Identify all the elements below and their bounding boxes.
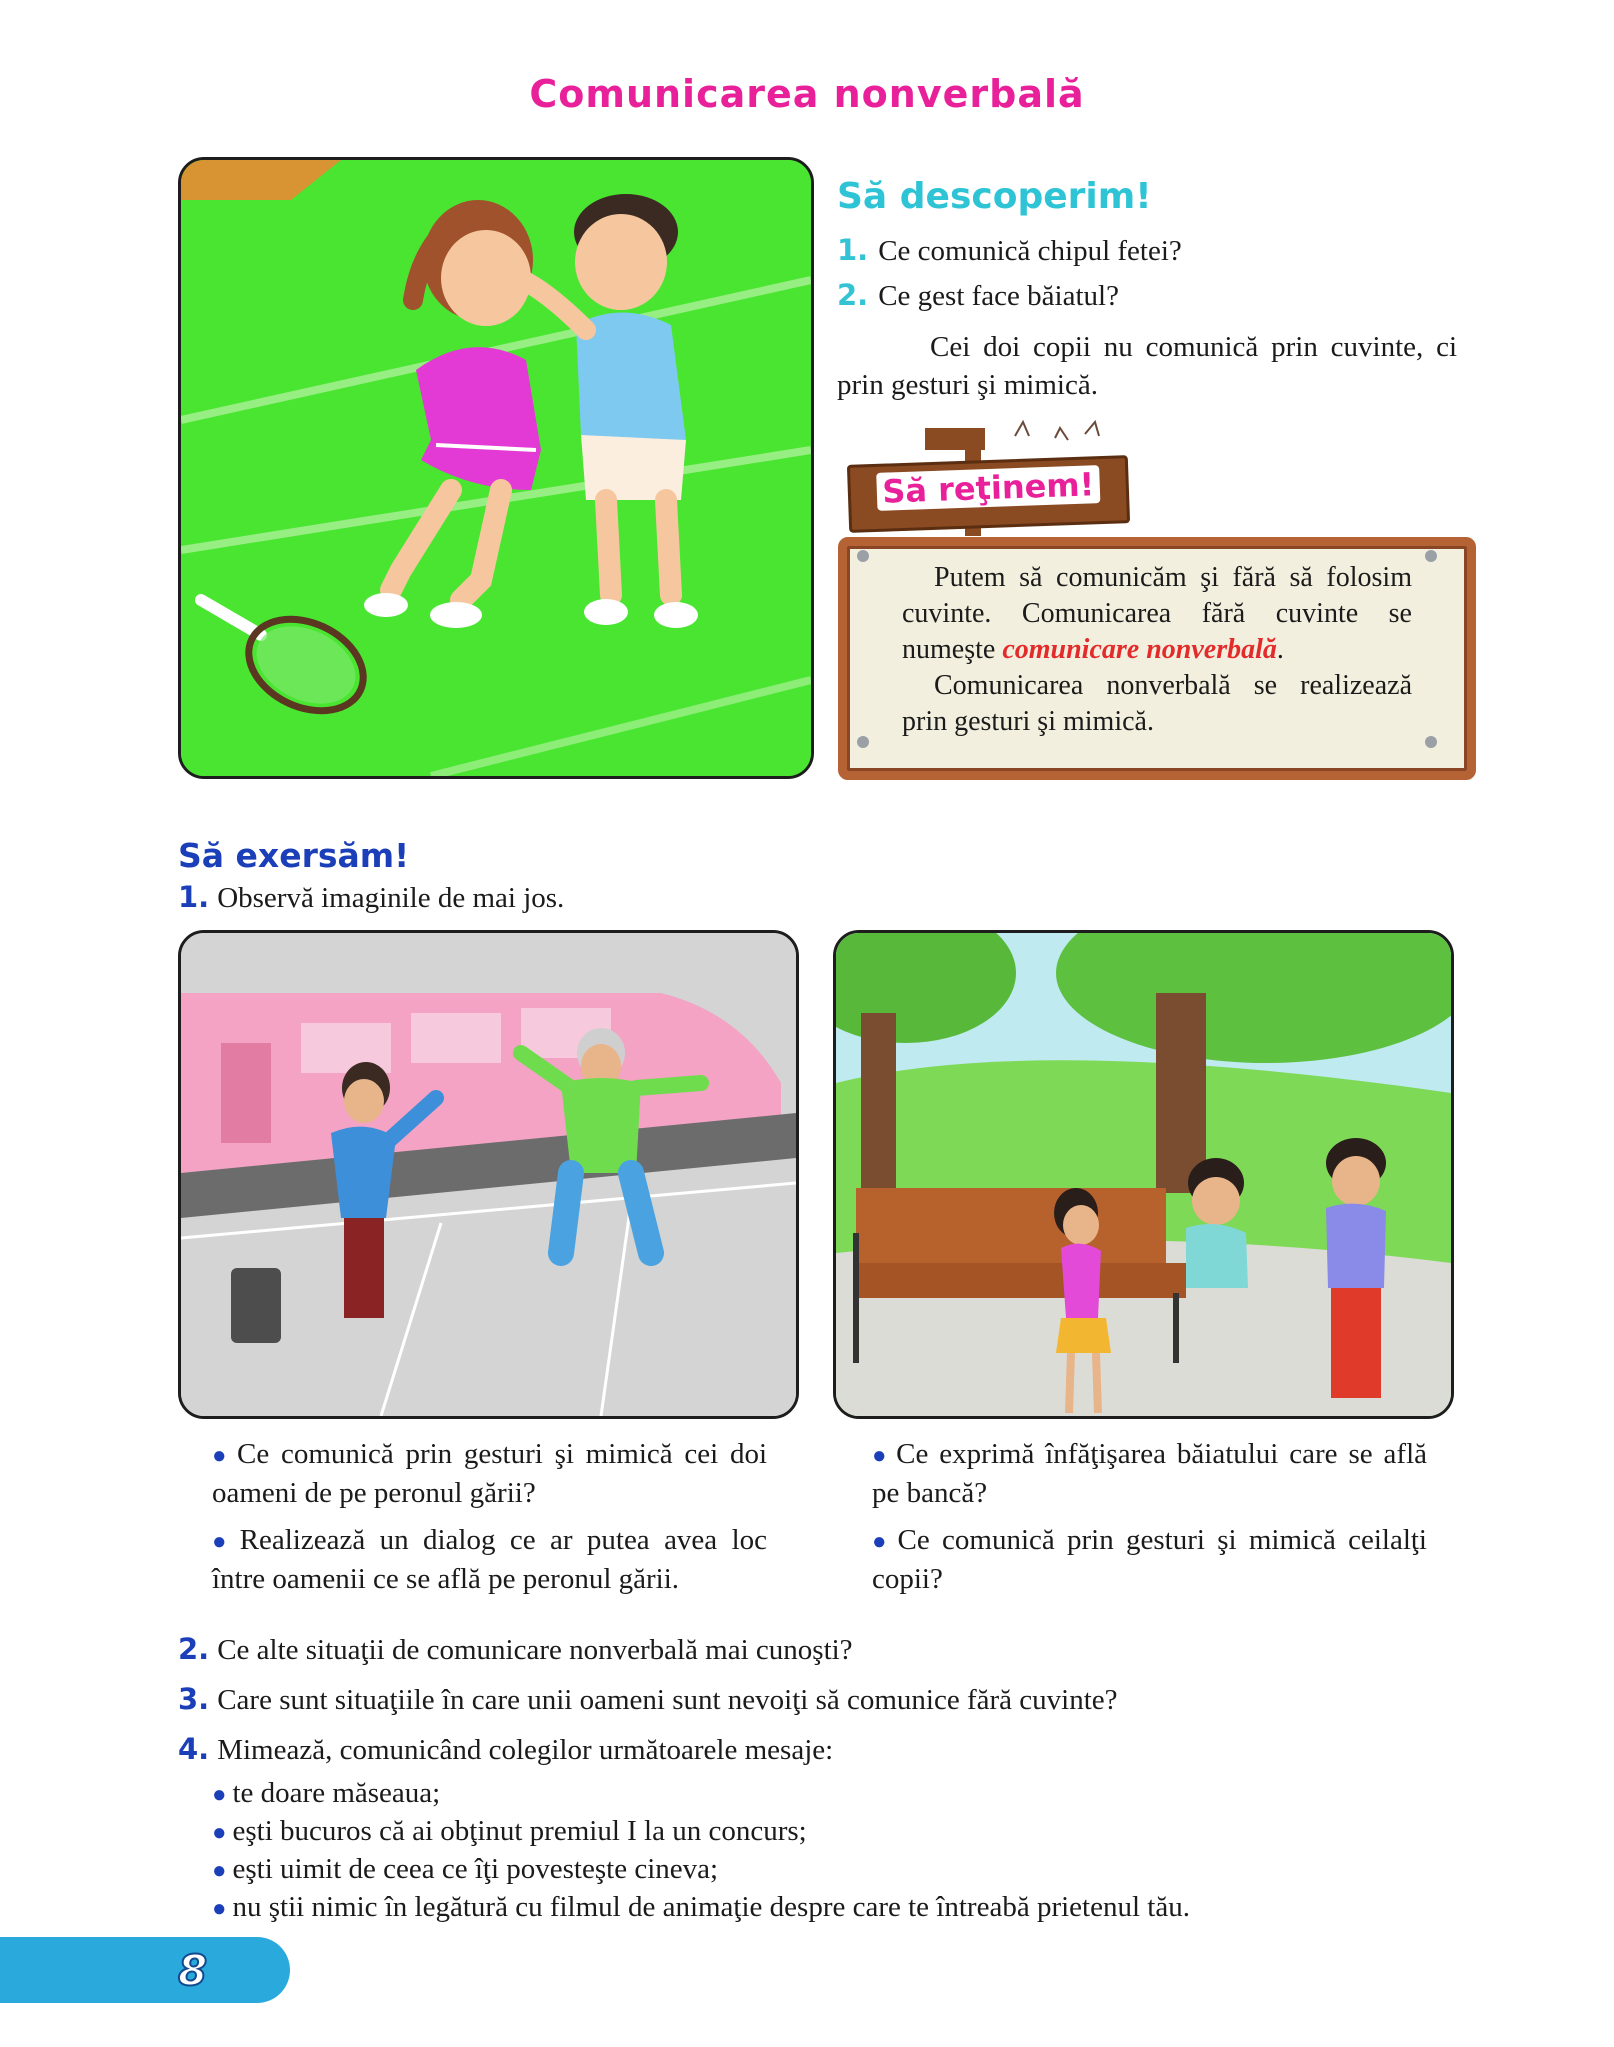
bullet-icon: ●: [872, 1529, 892, 1555]
discover-paragraph: Cei doi copii nu comunică prin cuvinte, ci prin gesturi şi mimică.: [837, 331, 1457, 401]
remember-paragraph-2: Comunicarea nonverbală se realizează prin gesturi şi mimică.: [902, 670, 1412, 737]
list-item: [212, 1851, 1190, 1889]
bullet-icon: ●: [872, 1443, 891, 1469]
bullet-icon: ●: [212, 1529, 234, 1555]
question-number: 1.: [837, 233, 869, 267]
remember-text: [902, 560, 1412, 740]
task-text: Mimează, comunicând colegilor următoarele mesaje:: [217, 1734, 834, 1766]
task4-bullet-list: [212, 1775, 1190, 1927]
right-bullet-list: [872, 1436, 1427, 1598]
task-number: 2.: [178, 1632, 210, 1666]
bullet-text: nu ştii nimic în legătură cu filmul de animaţie despre care te întreabă prietenul tău.: [232, 1891, 1190, 1923]
practice-task-1: [178, 877, 564, 918]
discover-question-2: [837, 275, 1119, 316]
question-number: 2.: [837, 278, 869, 312]
park-scene: [836, 933, 1451, 1416]
page-number-tab: [0, 1937, 290, 2003]
bullet-text: Ce exprimă înfăţişarea băiatului care se află pe bancă?: [872, 1438, 1427, 1509]
list-item: [212, 1436, 767, 1512]
practice-task-2: [178, 1629, 853, 1670]
bullet-icon: ●: [212, 1782, 227, 1808]
page-title: Comunicarea nonverbală: [529, 72, 1085, 116]
task-number: 4.: [178, 1732, 210, 1766]
tennis-scene: [181, 160, 811, 776]
remember-line-end: .: [1276, 634, 1284, 665]
question-text: Ce gest face băiatul?: [878, 280, 1119, 312]
task-text: Ce alte situaţii de comunicare nonverbală mai cunoşti?: [217, 1634, 853, 1666]
park-illustration: [833, 930, 1454, 1419]
practice-task-4: [178, 1729, 833, 1770]
bullet-icon: ●: [212, 1896, 227, 1922]
remember-line: Putem să comunicăm şi fără să folosim cuvinte. Comunicarea fără cuvinte se numeşte: [902, 562, 1412, 665]
remember-sign-label: Să reţinem!: [876, 465, 1101, 511]
left-bullet-list: [212, 1436, 767, 1598]
bullet-icon: ●: [212, 1820, 227, 1846]
task-text: Observă imaginile de mai jos.: [217, 882, 565, 914]
remember-board: [838, 537, 1476, 780]
remember-paragraph-1: [902, 560, 1412, 668]
discover-question-1: [837, 230, 1182, 271]
bullet-text: te doare măseaua;: [232, 1777, 441, 1809]
task-number: 1.: [178, 880, 210, 914]
bullet-text: eşti bucuros că ai obţinut premiul I la un concurs;: [232, 1815, 807, 1847]
list-item: [212, 1813, 1190, 1851]
bullet-text: Realizează un dialog ce ar putea avea loc între oamenii ce se află pe peronul gării.: [212, 1524, 767, 1595]
page-number: 8: [178, 1946, 208, 1995]
list-item: [872, 1436, 1427, 1512]
list-item: [872, 1522, 1427, 1598]
task-number: 3.: [178, 1682, 210, 1716]
bullet-icon: ●: [212, 1443, 231, 1469]
list-item: [212, 1889, 1190, 1927]
discover-heading: Să descoperim!: [837, 176, 1152, 217]
bullet-text: eşti uimit de ceea ce îţi povesteşte cineva;: [232, 1853, 719, 1885]
station-scene: [181, 933, 796, 1416]
bullet-icon: ●: [212, 1858, 227, 1884]
practice-heading: Să exersăm!: [178, 836, 410, 875]
list-item: [212, 1775, 1190, 1813]
station-illustration: [178, 930, 799, 1419]
tennis-illustration: [178, 157, 814, 779]
list-item: [212, 1522, 767, 1598]
bullet-text: Ce comunică prin gesturi şi mimică cei doi oameni de pe peronul gării?: [212, 1438, 767, 1509]
question-text: Ce comunică chipul fetei?: [878, 235, 1182, 267]
remember-sign: [847, 455, 1130, 533]
bullet-text: Ce comunică prin gesturi şi mimică ceilalţi copii?: [872, 1524, 1427, 1595]
practice-task-3: [178, 1679, 1118, 1720]
task-text: Care sunt situaţiile în care unii oameni sunt nevoiţi să comunice fără cuvinte?: [217, 1684, 1118, 1716]
highlight-term: comunicare nonverbală: [1002, 634, 1277, 665]
